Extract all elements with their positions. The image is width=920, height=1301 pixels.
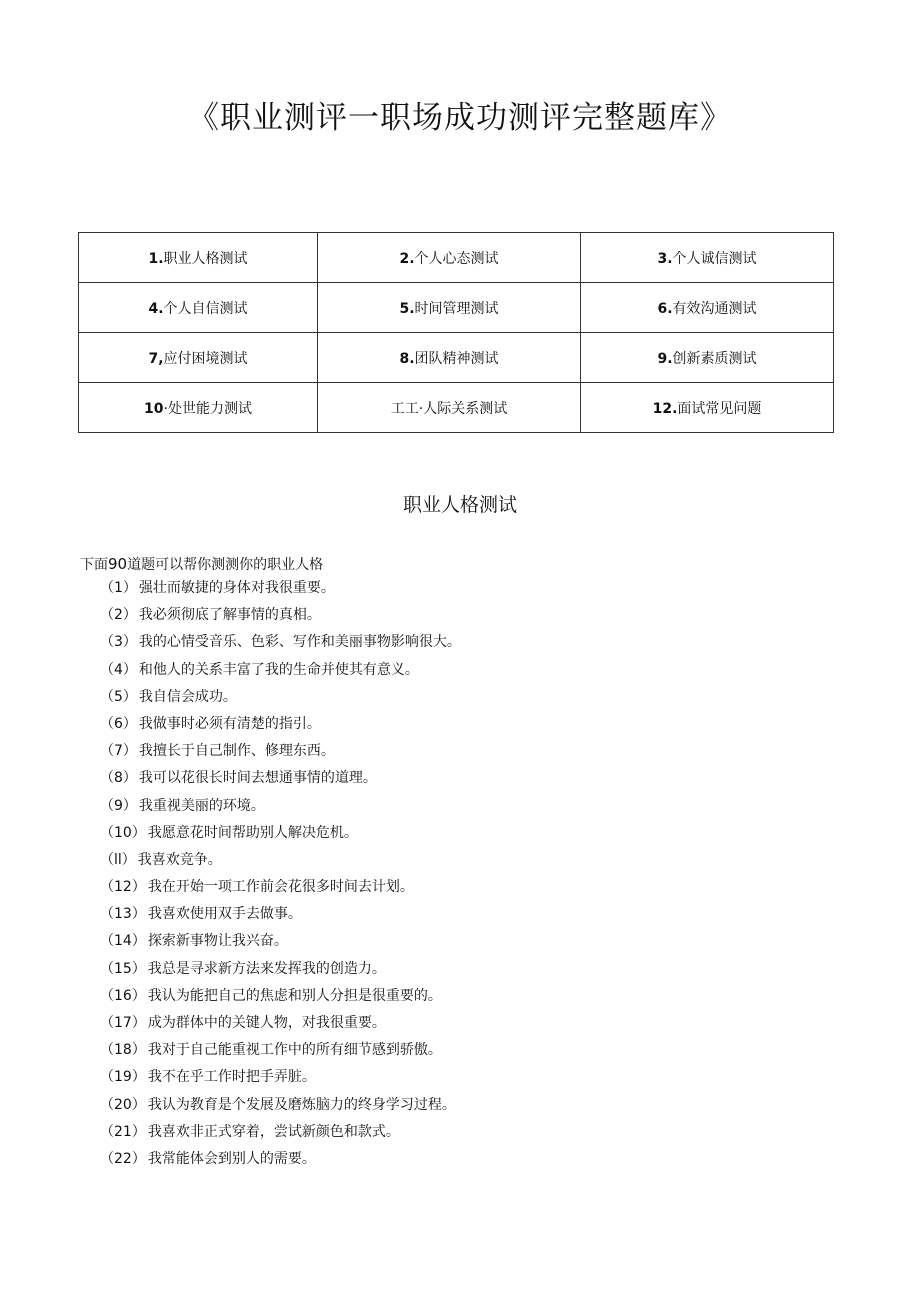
contents-row — [79, 383, 834, 433]
contents-cell[interactable] — [318, 283, 581, 333]
question-number: （3） — [100, 634, 137, 651]
contents-cell[interactable] — [79, 283, 318, 333]
question-number: （8） — [100, 770, 137, 787]
question-item — [100, 1122, 461, 1149]
question-text: 我可以花很长时间去想通事情的道理。 — [138, 770, 377, 787]
contents-item-number: 1. — [148, 250, 164, 267]
question-number: （1） — [100, 580, 137, 596]
contents-item-label: 有效沟通测试 — [672, 300, 757, 317]
question-number: （15） — [100, 960, 146, 977]
contents-item-label: 个人心态测试 — [414, 250, 499, 267]
question-number: （22） — [100, 1150, 146, 1167]
question-item — [100, 632, 461, 659]
contents-item-number: 6. — [657, 300, 673, 317]
question-item — [100, 741, 461, 768]
question-text: 强壮而敏捷的身体对我很重要。 — [138, 580, 335, 596]
contents-item-label: 团队精神测试 — [414, 350, 499, 367]
question-number: （20） — [100, 1096, 146, 1113]
intro-text — [80, 554, 323, 574]
question-item — [100, 931, 461, 958]
contents-item-number: 10 — [144, 400, 164, 417]
question-text: 我认为教育是个发展及磨炼脑力的终身学习过程。 — [147, 1096, 456, 1113]
question-number: （12） — [100, 879, 146, 896]
question-text: 我喜欢使用双手去做事。 — [147, 906, 302, 923]
question-item — [100, 768, 461, 795]
question-item — [100, 660, 461, 687]
contents-row — [79, 283, 834, 333]
contents-item-number: 4. — [148, 300, 164, 317]
question-item — [100, 605, 461, 632]
question-item — [100, 959, 461, 986]
contents-item-label: 应付困境测试 — [163, 350, 248, 367]
question-number: （5） — [100, 688, 137, 705]
contents-item-number: 5. — [399, 300, 415, 317]
contents-item-label: ·处世能力测试 — [163, 400, 252, 417]
question-text: 我重视美丽的环境。 — [138, 797, 265, 814]
question-number: （2） — [100, 607, 137, 624]
contents-item-number: 9. — [657, 350, 673, 367]
question-text: 我必须彻底了解事情的真相。 — [138, 607, 321, 624]
contents-cell[interactable] — [581, 383, 834, 433]
contents-item-number: 3. — [657, 250, 673, 267]
contents-cell[interactable] — [79, 383, 318, 433]
question-item — [100, 877, 461, 904]
contents-table — [78, 232, 834, 433]
intro-suffix: 道题可以帮你测测你的职业人格 — [127, 557, 324, 573]
page-title: 《职业测评一职场成功测评完整题库》 — [188, 100, 732, 136]
contents-cell[interactable] — [581, 233, 834, 283]
contents-item-number: 12. — [652, 400, 678, 417]
intro-count: 90 — [108, 555, 128, 573]
contents-cell[interactable] — [318, 383, 581, 433]
contents-cell[interactable] — [79, 233, 318, 283]
contents-item-label: 面试常见问题 — [677, 400, 762, 417]
question-item — [100, 1040, 461, 1067]
question-text: 我的心情受音乐、色彩、写作和美丽事物影响很大。 — [138, 634, 461, 651]
question-text: 我做事时必须有清楚的指引。 — [138, 715, 321, 732]
question-number: （ll） — [100, 851, 136, 868]
contents-item-label: 个人诚信测试 — [672, 250, 757, 267]
question-number: （14） — [100, 933, 146, 950]
question-text: 我总是寻求新方法来发挥我的创造力。 — [147, 960, 386, 977]
question-number: （9） — [100, 797, 137, 814]
contents-item-label: 个人自信测试 — [163, 300, 248, 317]
question-item — [100, 904, 461, 931]
question-item — [100, 714, 461, 741]
question-text: 和他人的关系丰富了我的生命并使其有意义。 — [138, 661, 419, 678]
contents-item-number: 2. — [399, 250, 415, 267]
contents-item-label: 工工·人际关系测试 — [390, 400, 508, 417]
question-item — [100, 1149, 461, 1176]
question-text: 我自信会成功。 — [138, 688, 237, 705]
question-item — [100, 1095, 461, 1122]
question-number: （7） — [100, 743, 137, 760]
question-text: 探索新事物让我兴奋。 — [147, 933, 288, 950]
question-number: （16） — [100, 987, 146, 1004]
question-number: （13） — [100, 906, 146, 923]
question-text: 我在开始一项工作前会花很多时间去计划。 — [147, 879, 414, 896]
contents-row — [79, 233, 834, 283]
question-item — [100, 986, 461, 1013]
contents-cell[interactable] — [581, 333, 834, 383]
contents-item-number: 7, — [148, 350, 164, 367]
question-text: 我喜欢竞争。 — [137, 851, 222, 868]
question-number: （21） — [100, 1123, 146, 1140]
question-number: （18） — [100, 1042, 146, 1059]
question-text: 我不在乎工作时把手弄脏。 — [147, 1069, 316, 1086]
question-text: 成为群体中的关键人物，对我很重要。 — [147, 1015, 386, 1031]
question-number: （17） — [100, 1015, 146, 1031]
question-list — [100, 578, 461, 1176]
question-number: （10） — [100, 824, 146, 841]
contents-cell[interactable] — [581, 283, 834, 333]
question-number: （4） — [100, 661, 137, 678]
question-item — [100, 578, 461, 605]
intro-prefix: 下面 — [80, 557, 108, 573]
question-text: 我认为能把自己的焦虑和别人分担是很重要的。 — [147, 987, 442, 1004]
contents-cell[interactable] — [79, 333, 318, 383]
contents-row — [79, 333, 834, 383]
question-item — [100, 1013, 461, 1040]
question-text: 我愿意花时间帮助别人解决危机。 — [147, 824, 358, 841]
question-item — [100, 823, 461, 850]
question-item — [100, 687, 461, 714]
question-number: （19） — [100, 1069, 146, 1086]
question-item — [100, 1067, 461, 1094]
section-title: 职业人格测试 — [402, 494, 517, 516]
question-text: 我常能体会到别人的需要。 — [147, 1150, 316, 1167]
contents-item-label: 时间管理测试 — [414, 300, 499, 317]
question-item — [100, 796, 461, 823]
contents-item-label: 职业人格测试 — [163, 250, 248, 267]
contents-cell[interactable] — [318, 233, 581, 283]
question-number: （6） — [100, 715, 137, 732]
contents-cell[interactable] — [318, 333, 581, 383]
contents-item-number: 8. — [399, 350, 415, 367]
question-text: 我对于自己能重视工作中的所有细节感到骄傲。 — [147, 1042, 442, 1059]
question-text: 我喜欢非正式穿着，尝试新颜色和款式。 — [147, 1123, 400, 1140]
question-item — [100, 850, 461, 877]
question-text: 我擅长于自己制作、修理东西。 — [138, 743, 335, 760]
contents-item-label: 创新素质测试 — [672, 350, 757, 367]
